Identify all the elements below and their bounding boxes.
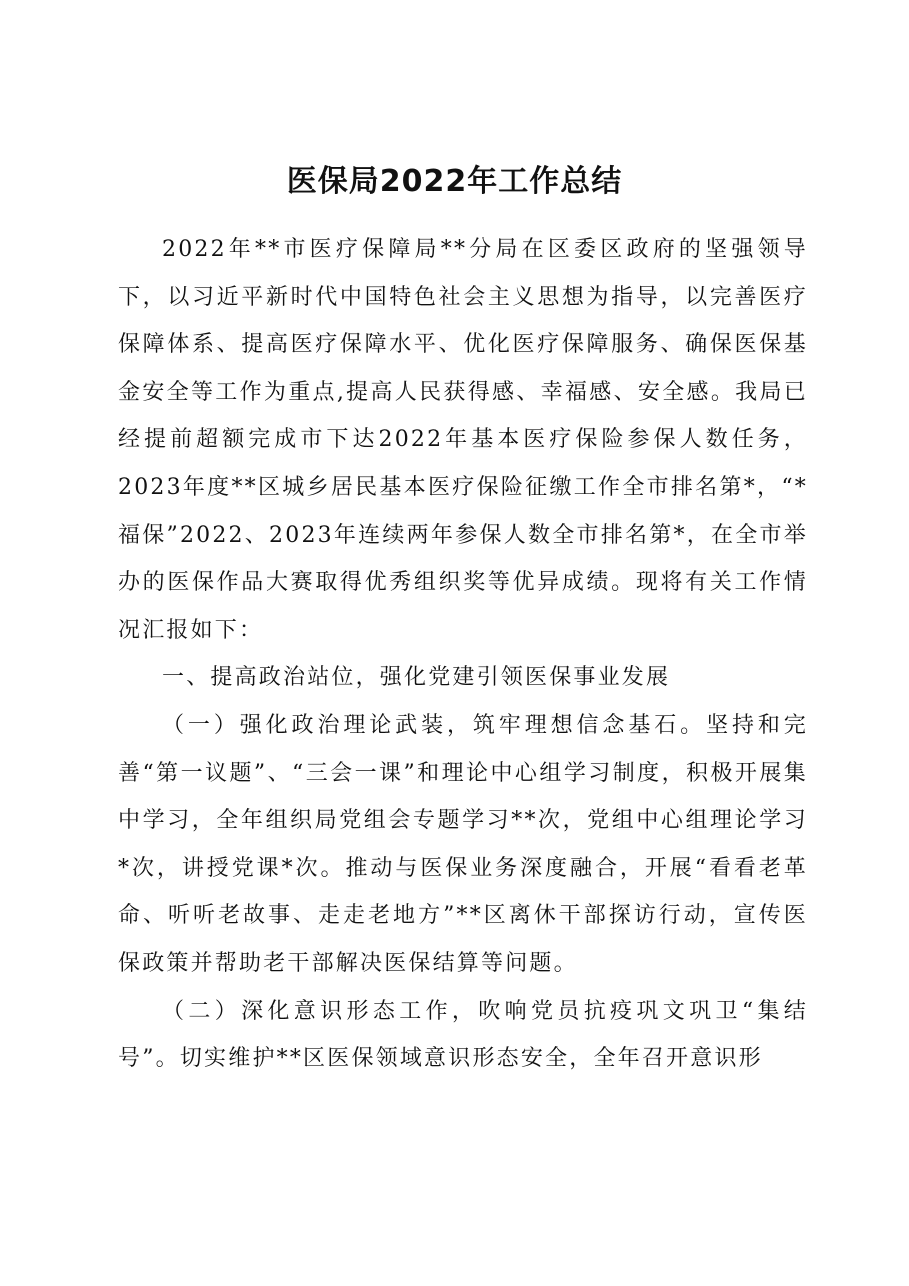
document-body [118,226,808,1083]
intro-paragraph: 2022年**市医疗保障局**分局在区委区政府的坚强领导下，以习近平新时代中国特色社会主义思想为指导，以完善医疗保障体系、提高医疗保障水平、优化医疗保障服务、确保医保基金安全等工作为重点,提高人民获得感、幸福感、安全感。我局已经提前超额完成市下达2022年基本医疗保险参保人数任务，2023年度**区城乡居民基本医疗保险征缴工作全市排名第*，“*福保”2022、2023年连续两年参保人数全市排名第*，在全市举办的医保作品大赛取得优秀组织奖等优异成绩。现将有关工作情况汇报如下： [118,237,808,643]
section-heading-1: 一、提高政治站位，强化党建引领医保事业发展 [162,665,671,691]
subsection-paragraph-1: （一）强化政治理论武装，筑牢理想信念基石。坚持和完善“第一议题”、“三会一课”和理论中心组学习制度，积极开展集中学习，全年组织局党组会专题学习**次，党组中心组理论学习*次，讲授党课*次。推动与医保业务深度融合，开展“看看老革命、听听老故事、走走老地方”**区离休干部探访行动，宣传医保政策并帮助老干部解决医保结算等问题。 [118,712,808,976]
subsection-paragraph-2: （二）深化意识形态工作，吹响党员抗疫巩文巩卫“集结号”。切实维护**区医保领域意识形态安全，全年召开意识形 [118,998,808,1072]
document-title: 医保局2022年工作总结 [286,164,623,199]
